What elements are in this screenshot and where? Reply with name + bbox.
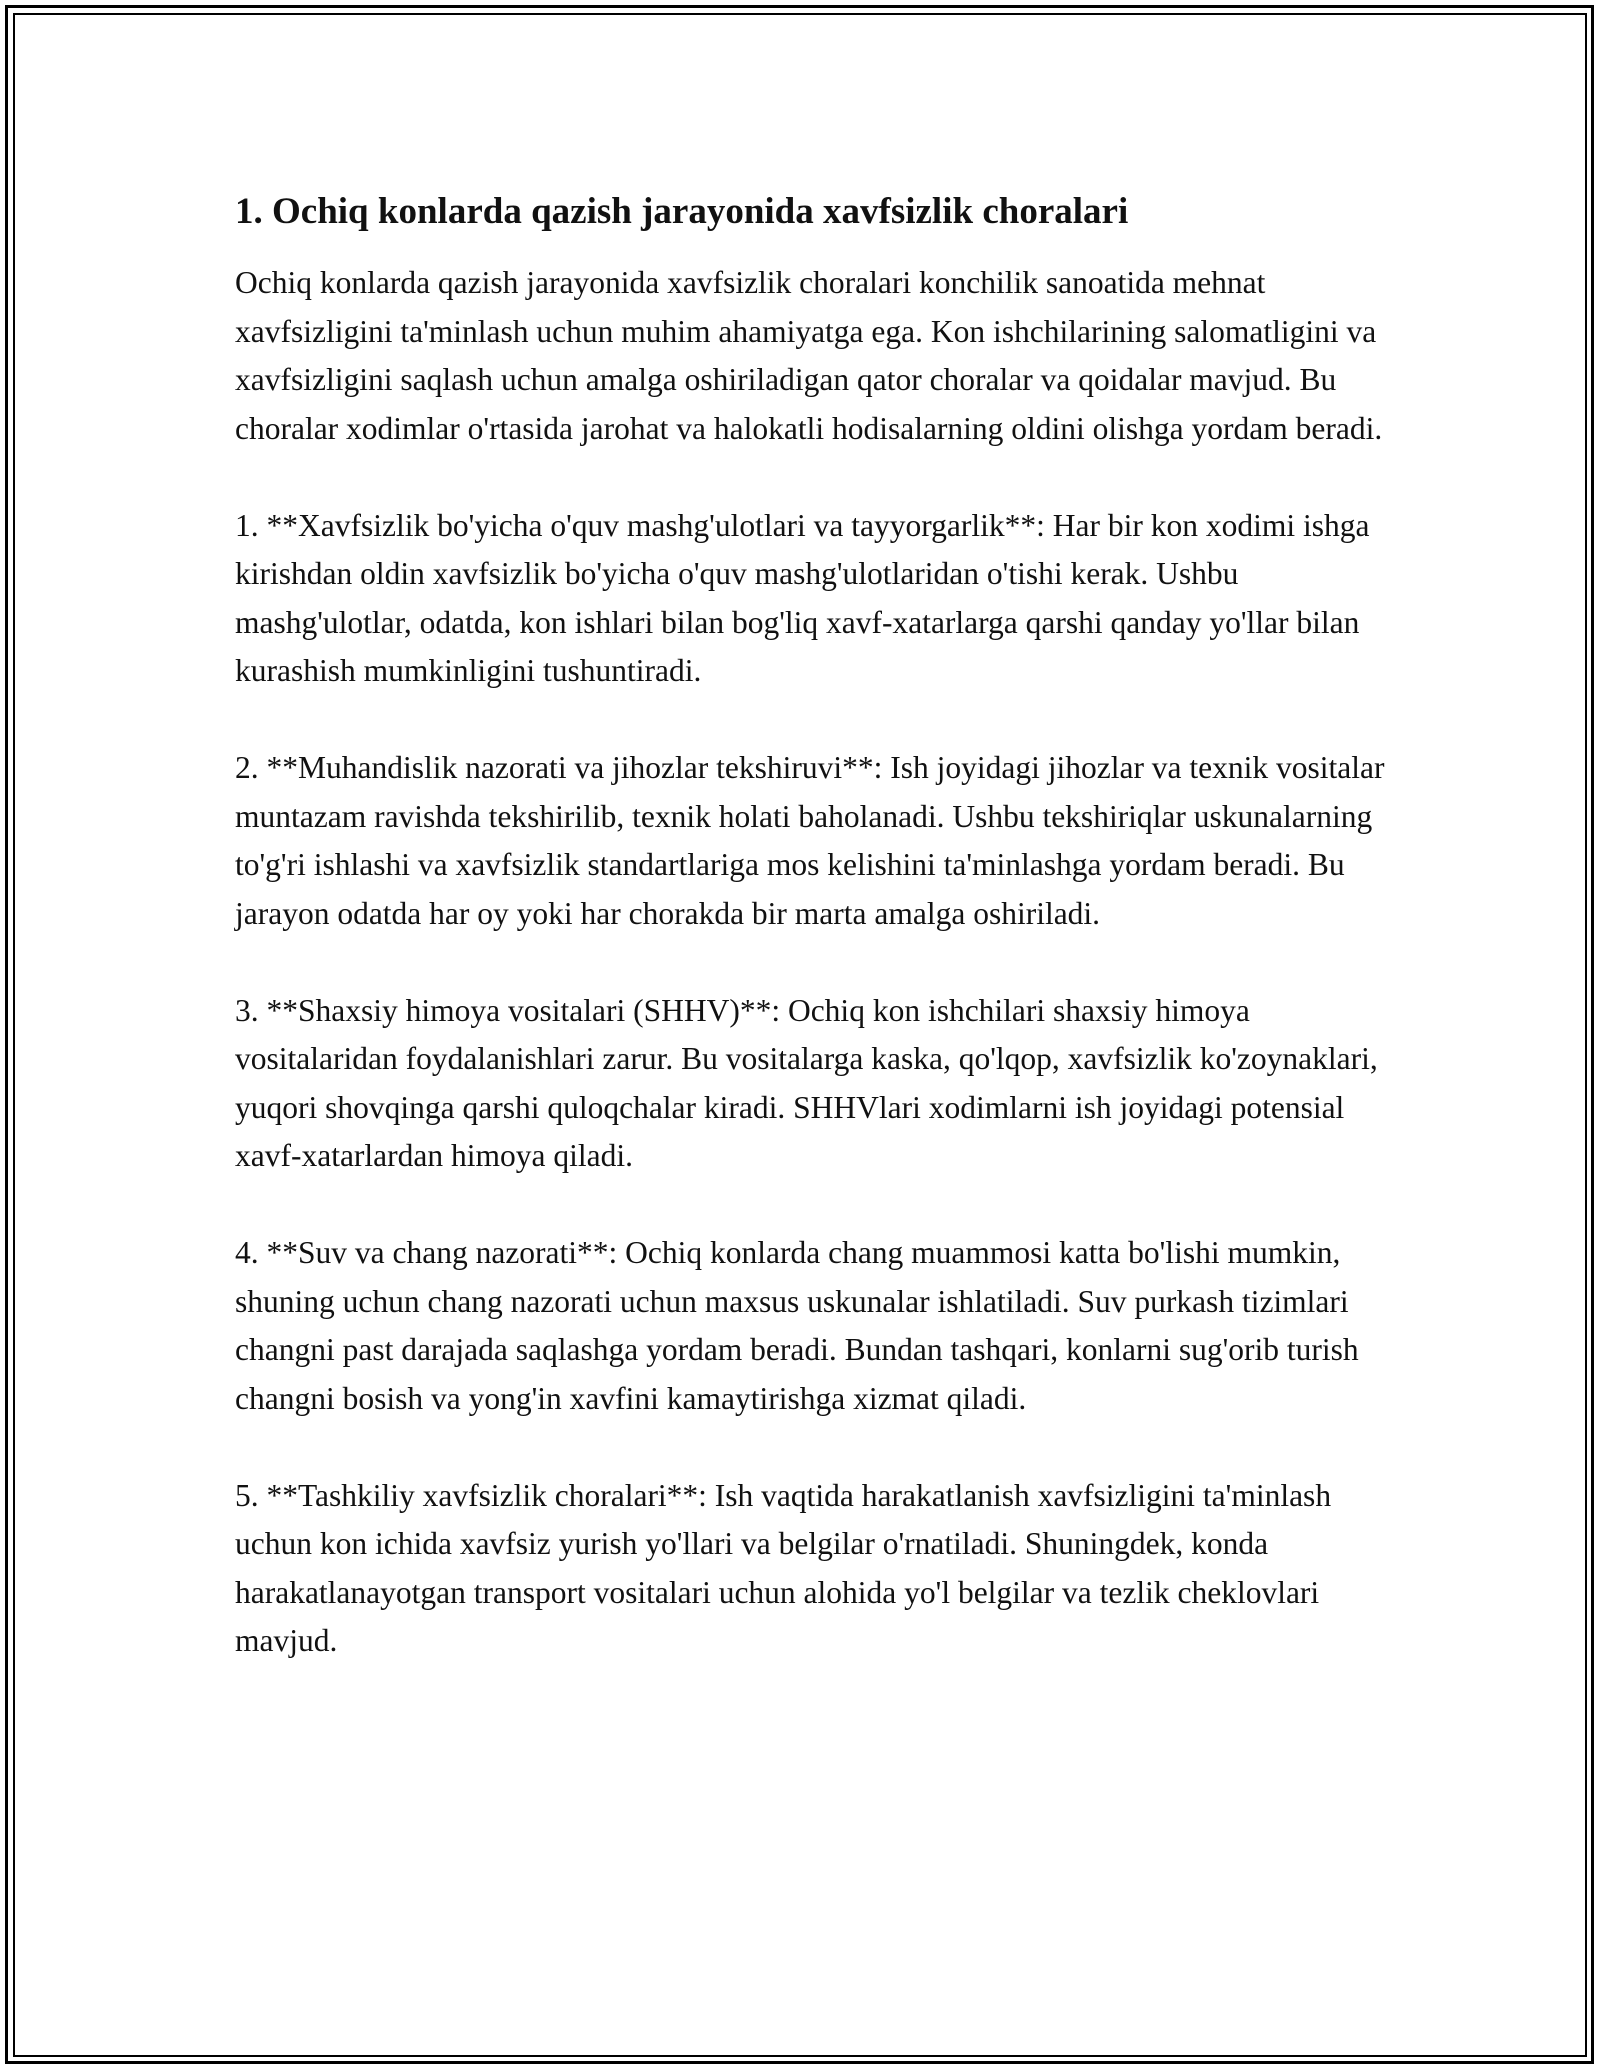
list-item-2: 2. **Muhandislik nazorati va jihozlar tekshiruvi**: Ish joyidagi jihozlar va texnik vositalar muntazam ravishda tekshirilib, texnik holati baholanadi. Ushbu tekshiriqlar uskunalarning to'g'ri ishlashi va xavfsizlik standartlariga mos kelishini ta'minlashga yordam beradi. Bu jarayon odatda har oy yoki har chorakda bir marta amalga oshiriladi.: [235, 750, 1385, 931]
document-body: [235, 188, 1385, 1666]
list-item-4: 4. **Suv va chang nazorati**: Ochiq konlarda chang muammosi katta bo'lishi mumkin, shuning uchun chang nazorati uchun maxsus uskunalar ishlatiladi. Suv purkash tizimlari changni past darajada saqlashga yordam beradi. Bundan tashqari, konlarni sug'orib turish changni bosish va yong'in xavfini kamaytirishga xizmat qiladi.: [235, 1235, 1359, 1416]
intro-paragraph: Ochiq konlarda qazish jarayonida xavfsizlik choralari konchilik sanoatida mehnat xavfsizligini ta'minlash uchun muhim ahamiyatga ega. Kon ishchilarining salomatligini va xavfsizligini saqlash uchun amalga oshiriladigan qator choralar va qoidalar mavjud. Bu choralar xodimlar o'rtasida jarohat va halokatli hodisalarning oldini olishga yordam beradi.: [235, 265, 1383, 446]
list-item-5: 5. **Tashkiliy xavfsizlik choralari**: Ish vaqtida harakatlanish xavfsizligini ta'minlash uchun kon ichida xavfsiz yurish yo'llari va belgilar o'rnatiladi. Shuningdek, konda harakatlanayotgan transport vositalari uchun alohida yo'l belgilar va tezlik cheklovlari mavjud.: [235, 1477, 1332, 1658]
list-item-1: 1. **Xavfsizlik bo'yicha o'quv mashg'ulotlari va tayyorgarlik**: Har bir kon xodimi ishga kirishdan oldin xavfsizlik bo'yicha o'quv mashg'ulotlaridan o'tishi kerak. Ushbu mashg'ulotlar, odatda, kon ishlari bilan bog'liq xavf-xatarlarga qarshi qanday yo'llar bilan kurashish mumkinligini tushuntiradi.: [235, 507, 1370, 688]
document-title: 1. Ochiq konlarda qazish jarayonida xavfsizlik choralari: [235, 191, 1129, 232]
list-item-3: 3. **Shaxsiy himoya vositalari (SHHV)**: Ochiq kon ishchilari shaxsiy himoya vositalaridan foydalanishlari zarur. Bu vositalarga kaska, qo'lqop, xavfsizlik ko'zoynaklari, yuqori shovqinga qarshi quloqchalar kiradi. SHHVlari xodimlarni ish joyidagi potensial xavf-xatarlardan himoya qiladi.: [235, 992, 1378, 1173]
